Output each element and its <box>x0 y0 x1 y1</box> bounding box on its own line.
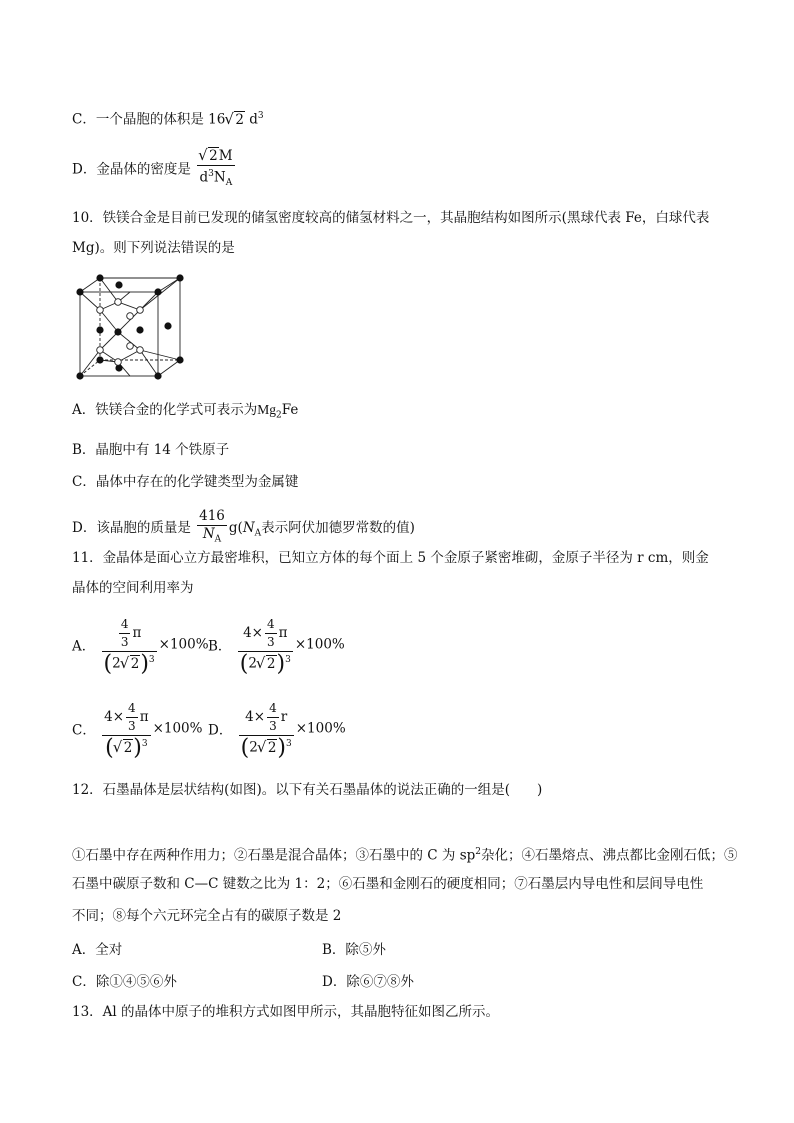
q10-option-a: A．铁镁合金的化学式可表示为$Mg_2Fe$ <box>72 402 299 421</box>
q11-option-d: D． 4× $\frac{4}{3}$ r (2√ 2)$^3$ ×100% <box>208 700 346 757</box>
q9-option-d: D．金晶体的密度是 √ $\frac{2M}{d^3N_A}$ <box>72 148 237 192</box>
q12-statements-line1: ①石墨中存在两种作用力；②石墨是混合晶体；③石墨中的 C 为 $sp^2$杂化；④石墨熔点、沸点都比金刚石低；⑤ <box>72 847 738 864</box>
q11-stem-line2: 晶体的空间利用率为 <box>72 580 194 596</box>
sqrt: √ 2 <box>225 110 245 130</box>
q12-option-b: B．除⑤外 <box>322 942 386 958</box>
q13-stem: 13．Al 的晶体中原子的堆积方式如图甲所示，其晶胞特征如图乙所示。 <box>72 1004 500 1020</box>
q12-statements-line3: 不同；⑧每个六元环完全占有的碳原子数是 2 <box>72 908 342 924</box>
q10-stem-line1: 10．铁镁合金是目前已发现的储氢密度较高的储氢材料之一，其晶胞结构如图所示(黑球代表 Fe，白球代表 <box>72 210 710 226</box>
q10-stem-line2: Mg)。则下列说法错误的是 <box>72 240 235 256</box>
q10-option-b: B．晶胞中有 14 个铁原子 <box>72 442 230 458</box>
q12-option-d: D．除⑥⑦⑧外 <box>322 974 414 990</box>
q12-option-c: C．除①④⑤⑥外 <box>72 974 177 990</box>
q12-stem: 12．石墨晶体是层状结构(如图)。以下有关石墨晶体的说法正确的一组是( ) <box>72 782 543 798</box>
q10-option-c: C．晶体中存在的化学键类型为金属键 <box>72 474 299 490</box>
q12-statements-line2: 石墨中碳原子数和 C—C 键数之比为 1：2；⑥石墨和金刚石的硬度相同；⑦石墨层内导电性和层间导电性 <box>72 876 704 892</box>
q11-option-c: C． 4× $\frac{4}{3}$ π (√ 2)$^3$ ×100% <box>72 700 202 757</box>
q11-option-b: B． 4× $\frac{4}{3}$ π (2√ 2)$^3$ ×100% <box>208 616 345 673</box>
q11-stem-line1: 11．金晶体是面心立方最密堆积，已知立方体的每个面上 5 个金原子紧密堆砌，金原子半径为 r cm，则金 <box>72 550 709 566</box>
q12-option-a: A．全对 <box>72 942 123 958</box>
density-fraction: √ $\frac{2M}{d^3N_A}$ <box>197 148 234 192</box>
fe-atoms <box>76 274 183 379</box>
q10-option-d: D．该晶胞的质量是 $\frac{416}{N_A}$ $g(N_A$表示阿伏加德罗常数的值) <box>72 508 415 549</box>
q11-option-a: A． $\frac{4}{3}$ π (2√ 2)$^3$ ×100% <box>72 616 209 673</box>
q9-option-c: C．一个晶胞的体积是 16√ 2 $d^3$ <box>72 106 264 130</box>
mass-fraction: $\frac{416}{N_A}$ <box>199 508 225 545</box>
fe-mg-unit-cell-diagram <box>70 270 194 382</box>
